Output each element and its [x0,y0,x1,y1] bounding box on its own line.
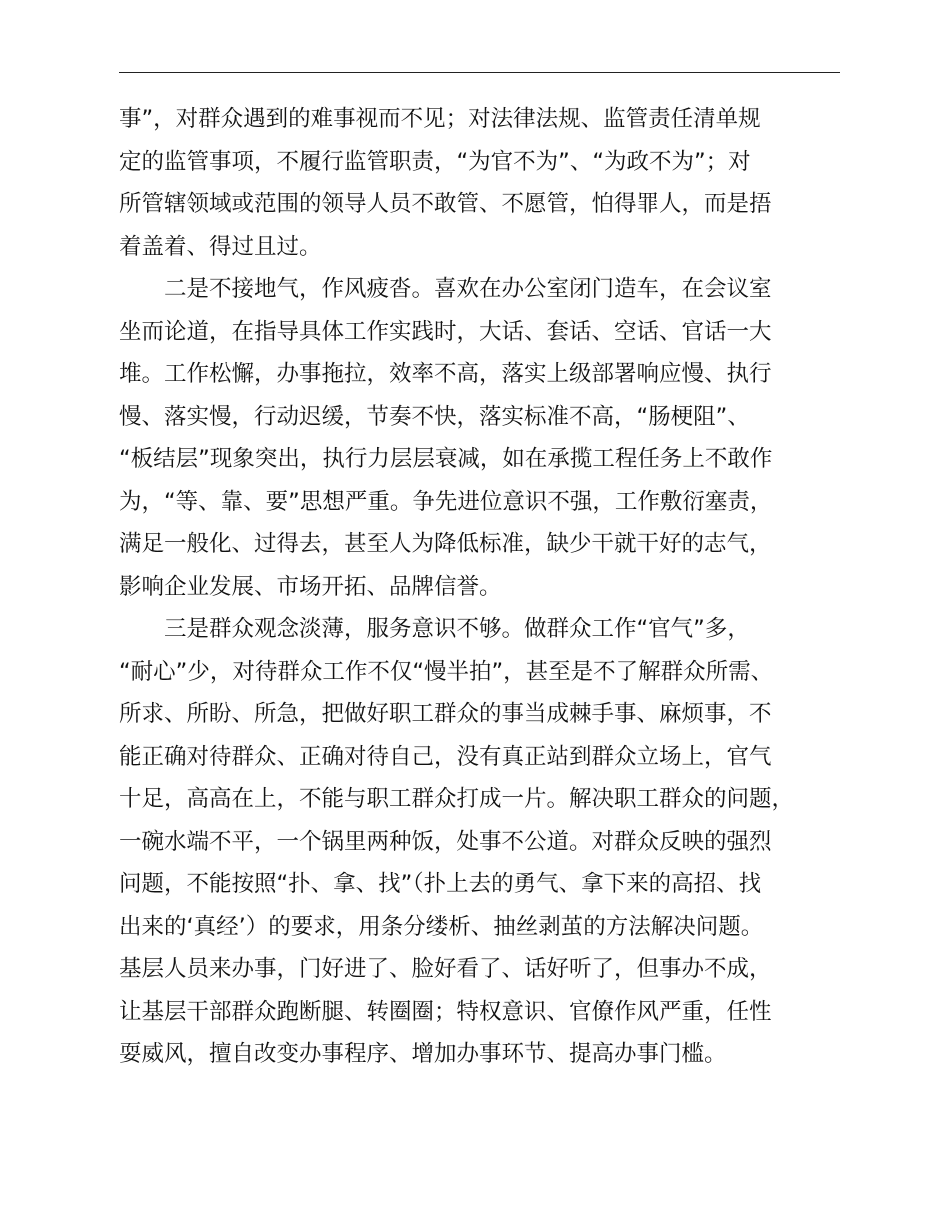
text-line: 影响企业发展、市场开拓、品牌信誉。 [119,573,502,600]
text-line: 问题，不能按照“扑、拿、找”（扑上去的勇气、拿下来的高招、找 [119,871,762,897]
text-line: 慢、落实慢，行动迟缓，节奏不快，落实标准不高，“肠梗阻”、 [119,403,750,430]
text-line: 所管辖领域或范围的领导人员不敢管、不愿管，怕得罪人，而是捂 [119,191,772,217]
text-line: 所求、所盼、所急，把做好职工群众的事当成棘手事、麻烦事，不 [119,701,772,727]
text-line: 基层人员来办事，门好进了、脸好看了、话好听了，但事办不成， [119,956,772,982]
text-line: 满足一般化、过得去，甚至人为降低标准，缺少干就干好的志气， [119,531,772,557]
text-line: 三是群众观念淡薄，服务意识不够。做群众工作“官气”多， [119,616,750,642]
text-line: 耍威风，擅自改变办事程序、增加办事环节、提高办事门槛。 [119,1041,727,1067]
text-line: 为，“等、靠、要”思想严重。争先进位意识不强，工作敷衍塞责， [119,488,773,515]
text-line: 堆。工作松懈，办事拖拉，效率不高，落实上级部署响应慢、执行 [119,361,772,387]
text-line: 十足，高高在上，不能与职工群众打成一片。解决职工群众的问题， [119,786,795,812]
text-line: “耐心”少，对待群众工作不仅“慢半拍”，甚至是不了解群众所需、 [119,658,774,685]
text-line: 定的监管事项，不履行监管职责，“为官不为”、“为政不为”；对 [119,148,751,175]
text-line: 二是不接地气，作风疲沓。喜欢在办公室闭门造车，在会议室 [119,276,772,302]
text-line: 出来的‘真经’）的要求，用条分缕析、抽丝剥茧的方法解决问题。 [119,913,764,940]
text-line: 让基层干部群众跑断腿、转圈圈；特权意识、官僚作风严重，任性 [119,998,772,1025]
body-text [119,98,859,1076]
text-line: 一碗水端不平，一个锅里两种饭，处事不公道。对群众反映的强烈 [119,828,772,855]
text-line: 着盖着、得过且过。 [119,233,322,260]
text-line: 能正确对待群众、正确对待自己，没有真正站到群众立场上，官气 [119,743,772,770]
text-line: “板结层”现象突出，执行力层层衰减，如在承揽工程任务上不敢作 [119,446,773,472]
text-line: 坐而论道，在指导具体工作实践时，大话、套话、空话、官话一大 [119,318,772,345]
header-rule [119,72,840,73]
text-line: 事”，对群众遇到的难事视而不见；对法律法规、监管责任清单规 [119,106,761,132]
